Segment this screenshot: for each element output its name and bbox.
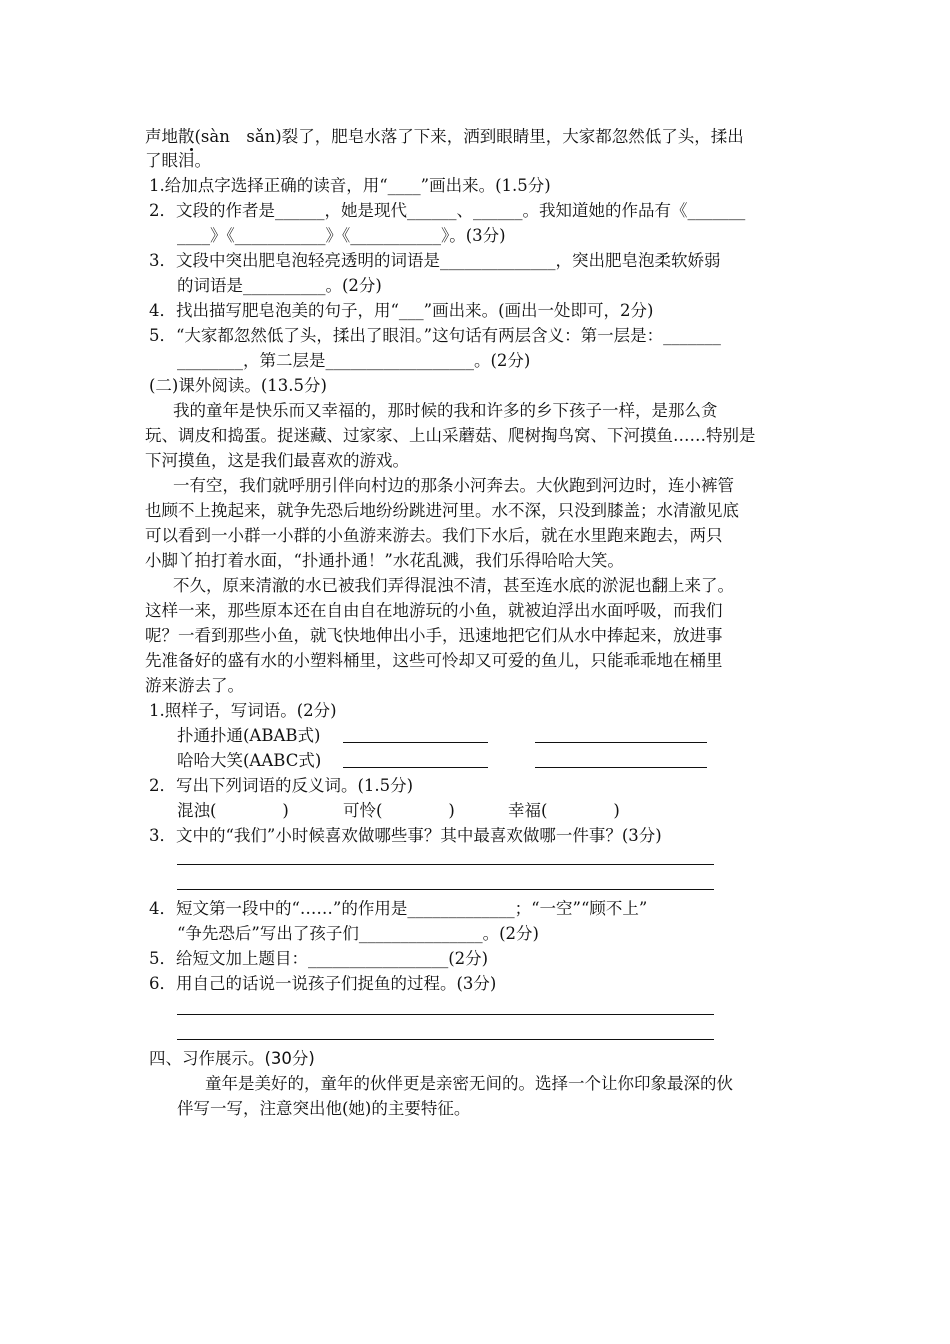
question-1: 1.照样子，写词语。(2分) <box>149 701 337 720</box>
question-3: 3．文中的“我们”小时候喜欢做哪些事？其中最喜欢做哪一件事？(3分) <box>149 826 662 845</box>
reading-line: 玩、调皮和捣蛋。捉迷藏、过家家、上山采蘑菇、爬树掏鸟窝、下河摸鱼……特别是 <box>145 426 756 445</box>
reading-line: 一有空，我们就呼朋引伴向村边的那条小河奔去。大伙跑到河边时，连小裤管 <box>173 476 734 495</box>
answer-line[interactable] <box>343 767 488 768</box>
reading-line: 游来游去了。 <box>145 676 244 695</box>
antonym-item: 幸福( ) <box>508 801 620 820</box>
question-2: 2．文段的作者是______，她是现代______、______。我知道她的作品有《_______ <box>149 201 746 220</box>
writing-prompt-line: 童年是美好的，童年的伙伴更是亲密无间的。选择一个让你印象最深的伙 <box>205 1074 733 1093</box>
section-title: 四、习作展示。(30分) <box>149 1049 315 1068</box>
reading-line: 小脚丫拍打着水面，“扑通扑通！”水花乱溅，我们乐得哈哈大笑。 <box>145 551 624 570</box>
question-5: 5．“大家都忽然低了头，揉出了眼泪。”这句话有两层含义：第一层是：_______ <box>149 326 721 345</box>
reading-line: 可以看到一小群一小群的小鱼游来游去。我们下水后，就在水里跑来跑去，两只 <box>145 526 723 545</box>
reading-line: 不久，原来清澈的水已被我们弄得混浊不清，甚至连水底的淤泥也翻上来了。 <box>173 576 734 595</box>
passage-line: 声地散(sàn sǎn)裂了，肥皂水落了下来，洒到眼睛里，大家都忽然低了头，揉出 <box>145 127 744 146</box>
question-5-cont: ________，第二层是__________________。(2分) <box>177 351 531 370</box>
writing-prompt-line: 伴写一写，注意突出他(她)的主要特征。 <box>177 1099 471 1118</box>
answer-line[interactable] <box>535 742 707 743</box>
question-1: 1.给加点字选择正确的读音，用“____”画出来。(1.5分) <box>149 176 551 195</box>
question-2: 2．写出下列词语的反义词。(1.5分) <box>149 776 414 795</box>
answer-line[interactable] <box>177 1039 714 1040</box>
question-4-cont: “争先恐后”写出了孩子们_______________。(2分) <box>177 924 539 943</box>
question-4: 4．找出描写肥皂泡美的句子，用“___”画出来。(画出一处即可，2分) <box>149 301 654 320</box>
reading-line: 先准备好的盛有水的小塑料桶里，这些可怜却又可爱的鱼儿，只能乖乖地在桶里 <box>145 651 723 670</box>
reading-line: 也顾不上挽起来，就争先恐后地纷纷跳进河里。水不深，只没到膝盖；水清澈见底 <box>145 501 739 520</box>
reading-line: 这样一来，那些原本还在自由自在地游玩的小鱼，就被迫浮出水面呼吸，而我们 <box>145 601 723 620</box>
question-3: 3．文段中突出肥皂泡轻亮透明的词语是______________，突出肥皂泡柔软娇弱 <box>149 251 721 270</box>
section-title: (二)课外阅读。(13.5分) <box>149 376 327 395</box>
question-5: 5．给短文加上题目：_________________(2分) <box>149 949 489 968</box>
question-3-cont: 的词语是__________。(2分) <box>177 276 382 295</box>
question-6: 6．用自己的话说一说孩子们捉鱼的过程。(3分) <box>149 974 497 993</box>
question-4: 4．短文第一段中的“……”的作用是_____________；“一空”“顾不上” <box>149 899 648 918</box>
reading-line: 下河摸鱼，这是我们最喜欢的游戏。 <box>145 451 409 470</box>
word-pattern-aabc: 哈哈大笑(AABC式) <box>177 751 322 770</box>
word-pattern-abab: 扑通扑通(ABAB式) <box>177 726 321 745</box>
answer-line[interactable] <box>535 767 707 768</box>
answer-line[interactable] <box>177 1014 714 1015</box>
answer-line[interactable] <box>177 889 714 890</box>
answer-line[interactable] <box>343 742 488 743</box>
antonym-item: 可怜( ) <box>343 801 455 820</box>
passage-line: 了眼泪。 <box>145 151 211 170</box>
antonym-item: 混浊( ) <box>177 801 289 820</box>
question-2-cont: ____》《___________》《___________》。(3分) <box>177 226 506 245</box>
reading-line: 呢？一看到那些小鱼，就飞快地伸出小手，迅速地把它们从水中捧起来，放进事 <box>145 626 723 645</box>
reading-line: 我的童年是快乐而又幸福的，那时候的我和许多的乡下孩子一样，是那么贪 <box>173 401 718 420</box>
answer-line[interactable] <box>177 864 714 865</box>
